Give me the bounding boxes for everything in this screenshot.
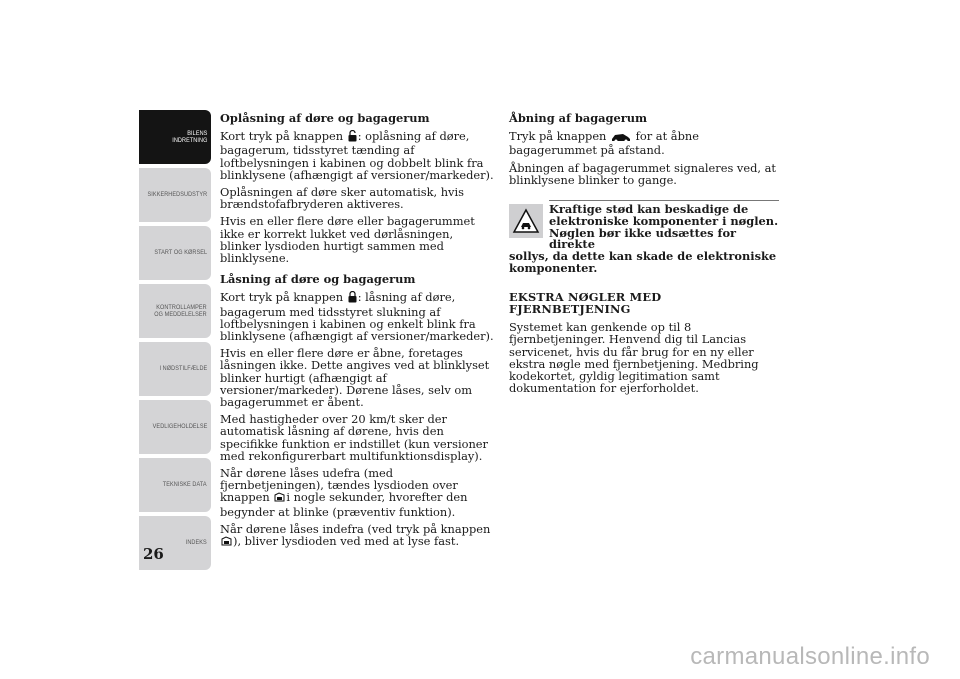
lock-paragraph-5 [220,523,497,549]
warning-text-indented: Kraftige stød kan beskadige de elektroniske komponenter i nøglen. Nøglen bør ikke udsættes for direkte [549,202,779,252]
warning-box [509,200,779,275]
tab-label: KONTROLLAMPER [156,303,207,311]
tab-label: I NØDSTILFÆLDE [159,365,207,373]
text-span: : låsning af døre, bagagerum med tidsstyret slukning af loftbelysningen i kabinen og enkelt blink fra blinklysene (afhængigt af versioner/markeder). [220,290,494,344]
tab-label: BILENS [186,130,207,137]
lock-paragraph-3: Med hastigheder over 20 km/t sker der automatisk låsning af dørene, hvis den specifikke funktion er indstillet (kun versioner med rekonfigurerbart multifunktionsdisplay). [220,412,488,463]
warning-divider [549,200,779,201]
unlock-paragraph-2: Oplåsningen af døre sker automatisk, hvis brændstofafbryderen aktiveres. [220,185,464,212]
warning-triangle-icon [509,204,543,238]
padlock-closed-icon [348,291,357,305]
text-span: i nogle sekunder, hvorefter den begynder at blinke (præventiv funktion). [220,490,468,519]
tab-vedligeholdelse[interactable] [139,400,211,454]
tab-label: INDRETNING [171,137,207,145]
text-span: Når dørene låses indefra (ved tryk på knappen [220,521,491,536]
warning-text-full: sollys, da dette kan skade de elektroniske komponenter. [509,249,777,275]
lock-paragraph-4 [220,467,497,518]
tab-label: START OG KØRSEL [154,249,207,257]
text-span: Tryk på knappen [509,129,607,144]
watermark: carmanualsonline.info [690,643,930,670]
tab-i-nodstilfaelde[interactable] [139,342,211,396]
unlock-heading: Oplåsning af døre og bagagerum [220,111,430,125]
text-span: Kort tryk på knappen [220,290,344,305]
text-span: ), bliver lysdioden ved med at lyse fast. [233,534,460,549]
tab-label: TEKNISKE DATA [163,481,207,489]
trunk-paragraph-2: Åbningen af bagagerummet signaleres ved, at blinklysene blinker to gange. [509,160,776,187]
lock-paragraph-2: Hvis en eller flere døre er åbne, foretages låsningen ikke. Dette angives ved at blinklyset blinker hurtigt (afhængigt af versioner/markeder). Dørene låses, selv om bagagerummet er åbent. [220,346,490,410]
unlock-paragraph-3: Hvis en eller flere døre eller bagagerummet ikke er korrekt lukket ved dørlåsningen, blinker lysdioden hurtigt sammen med blinklysene. [220,214,475,266]
text-span: Kort tryk på knappen [220,129,344,144]
lock-heading: Låsning af døre og bagagerum [220,272,416,287]
tab-label: OG MEDDELELSER [154,311,207,318]
right-column [509,112,779,399]
tab-tekniske-data[interactable] [139,458,211,512]
extra-keys-paragraph: Systemet kan genkende op til 8 fjernbetjeninger. Henvend dig til Lancias servicenet, hvis du får brug for en ny eller ekstra nøgle med fjernbetjening. Medbring kodekortet, gyldig legitimation samt dokumentation for ejerforholdet. [509,320,759,396]
chapter-sidebar [139,110,211,574]
unlock-paragraph-1 [220,130,497,181]
page-number: 26 [143,545,164,563]
tab-label: VEDLIGEHOLDELSE [152,423,207,431]
padlock-open-icon [348,130,357,144]
tab-start-og-korsel[interactable] [139,226,211,280]
tab-bilens-indretning[interactable] [139,110,211,164]
tab-sikkerhedsudstyr[interactable] [139,168,211,222]
text-span: : oplåsning af døre, bagagerum, tidsstyret tænding af loftbelysningen i kabinen og dobbelt blink fra blinklysene (afhængigt af versioner/markeder). [220,129,494,182]
text-span: for at åbne bagagerummet på afstand. [509,129,699,158]
tab-label: INDEKS [185,539,207,547]
trunk-heading: Åbning af bagagerum [509,111,648,125]
trunk-paragraph-1 [509,130,779,156]
left-column [220,112,497,554]
lock-paragraph-1 [220,291,497,342]
tab-label: SIKKERHEDSUDSTYR [147,191,207,199]
text-span: Når dørene låses udefra (med fjernbetjeningen), tændes lysdioden over knappen [220,466,458,505]
extra-keys-title: EKSTRA NØGLER MED FJERNBETJENING [509,289,662,316]
tab-kontrollamper[interactable] [139,284,211,338]
key-lock-icon [221,536,232,549]
